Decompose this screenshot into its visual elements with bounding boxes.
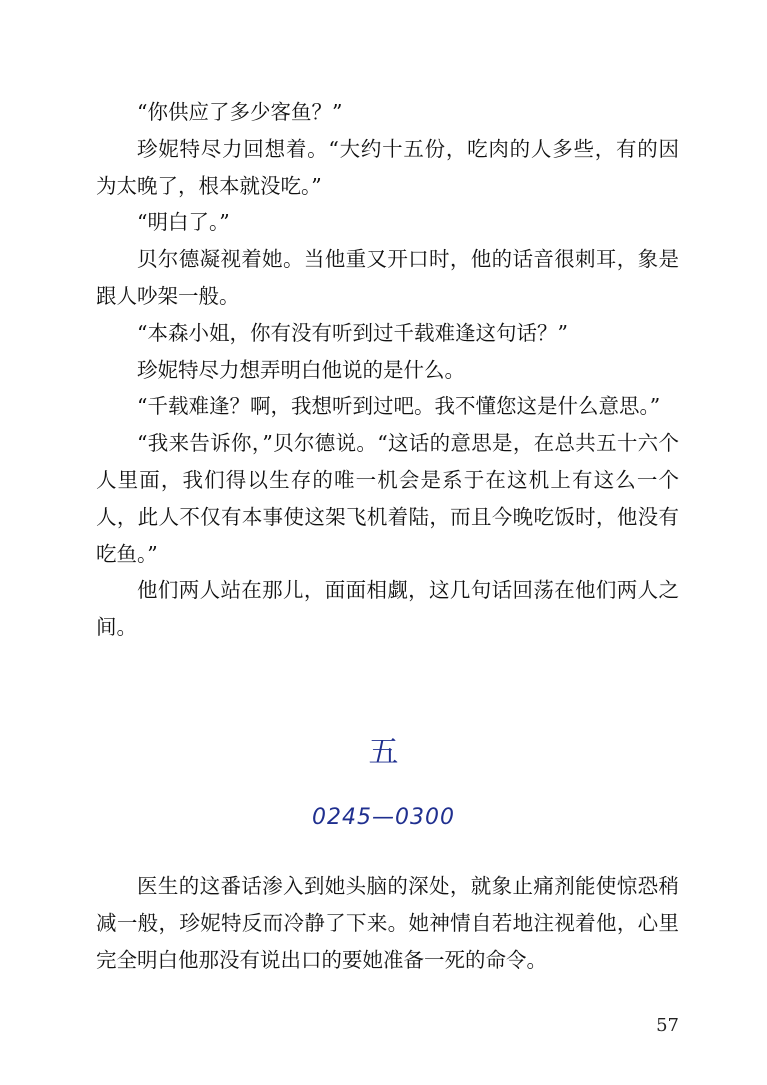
paragraph: “本森小姐，你有没有听到过千载难逢这句话？”: [137, 320, 568, 345]
paragraph: “你供应了多少客鱼？”: [137, 100, 343, 124]
body-text-top: [96, 94, 679, 646]
body-text-bottom: [96, 868, 679, 978]
paragraph: 珍妮特尽力回想着。“大约十五份，吃肉的人多些，有的因为太晚了，根本就没吃。”: [96, 136, 679, 198]
paragraph: “千载难逢？啊，我想听到过吧。我不懂您这是什么意思。”: [137, 394, 661, 419]
paragraph: 贝尔德凝视着她。当他重又开口时，他的话音很刺耳，象是跟人吵架一般。: [96, 247, 679, 308]
page-number: 57: [656, 1015, 679, 1036]
chapter-time-range: 0245—0300: [312, 805, 455, 830]
paragraph: 他们两人站在那儿，面面相觑，这几句话回荡在他们两人之间。: [96, 578, 679, 640]
chapter-title: 五: [368, 735, 399, 770]
paragraph: 珍妮特尽力想弄明白他说的是什么。: [137, 357, 465, 382]
paragraph: 医生的这番话渗入到她头脑的深处，就象止痛剂能使惊恐稍减一般，珍妮特反而冷静了下来。她神情自若地注视着他，心里完全明白他那没有说出口的要她准备一死的命令。: [96, 874, 679, 972]
paragraph: “明白了。”: [137, 210, 230, 235]
paragraph: “我来告诉你，”贝尔德说。“这话的意思是，在总共五十六个人里面，我们得以生存的唯一机会是系于在这机上有这么一个人，此人不仅有本事使这架飞机着陆，而且今晚吃饭时，他没有吃鱼。”: [96, 431, 679, 566]
